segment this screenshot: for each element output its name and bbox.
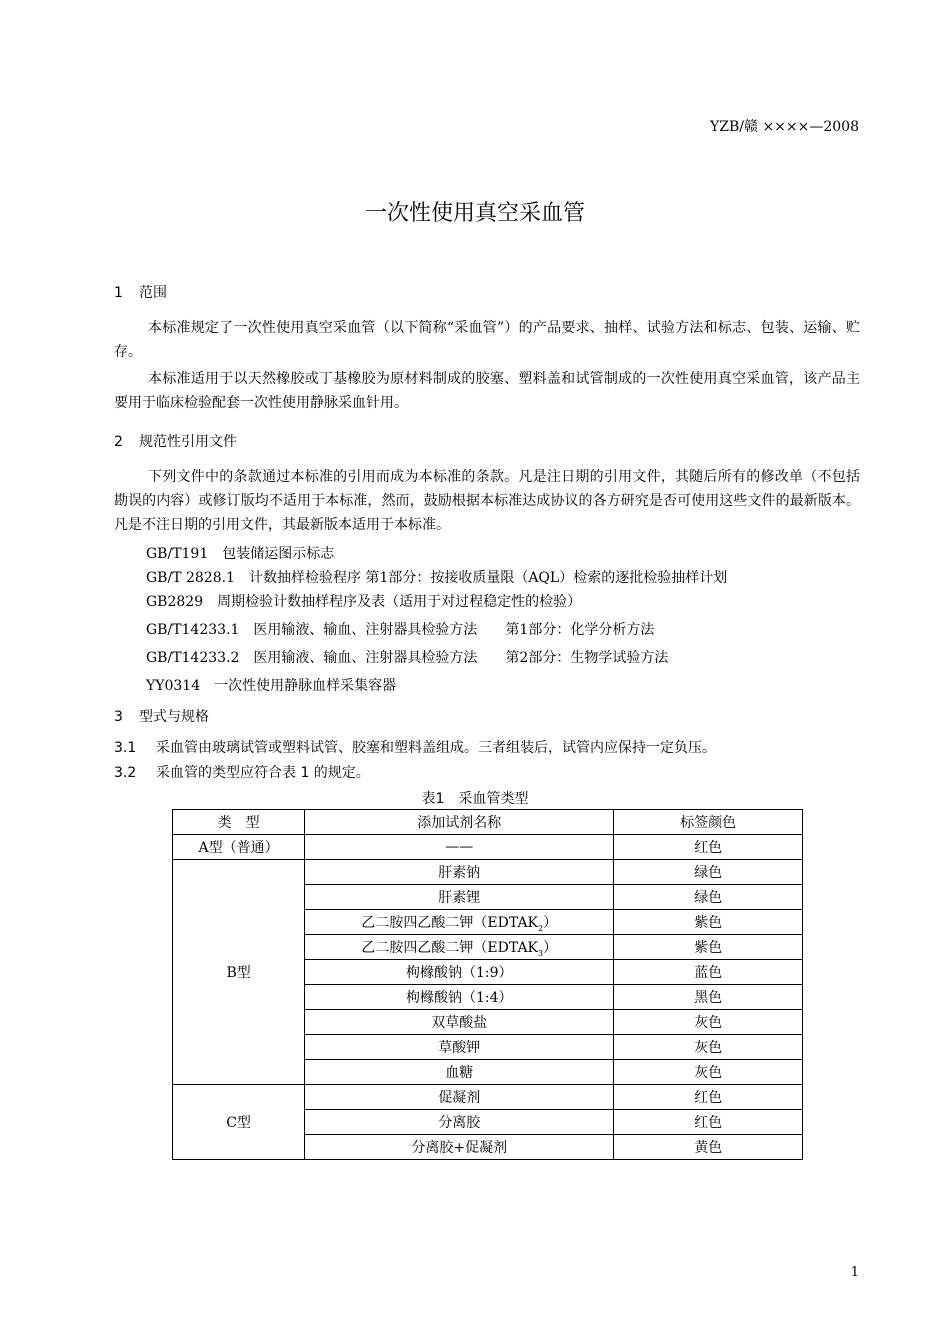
reference-item: GB/T191 包装储运图示标志 <box>146 546 335 562</box>
reagent-cell: 双草酸盐 <box>305 1010 614 1035</box>
paragraph-text: 本标准规定了一次性使用真空采血管（以下简称“采血管”）的产品要求、抽样、试验方法和标志、包装、运输、贮存。 <box>114 320 860 360</box>
reagent-text: 乙二胺四乙酸二钾（EDTAK <box>361 939 539 956</box>
color-cell: 紫色 <box>614 935 803 960</box>
reagent-text: 乙二胺四乙酸二钾（EDTAK <box>361 914 539 931</box>
clause-text: 采血管由玻璃试管或塑料试管、胶塞和塑料盖组成。三者组装后，试管内应保持一定负压。 <box>156 740 716 756</box>
reagent-close: ） <box>543 939 558 956</box>
reagent-cell <box>305 910 614 935</box>
section-title: 规范性引用文件 <box>139 434 237 450</box>
reference-item: GB/T14233.1 医用输液、输血、注射器具检验方法 第1部分：化学分析方法 <box>146 622 655 638</box>
tube-type-table <box>172 809 803 1160</box>
section-2-heading <box>114 431 237 451</box>
reagent-cell <box>305 935 614 960</box>
color-cell: 黄色 <box>614 1135 803 1160</box>
table-row <box>173 860 803 885</box>
color-cell: 红色 <box>614 1110 803 1135</box>
subscript: 3 <box>538 948 544 958</box>
document-title: 一次性使用真空采血管 <box>364 201 585 226</box>
reagent-close: ） <box>543 914 558 931</box>
table-row <box>173 1085 803 1110</box>
color-cell: 灰色 <box>614 1035 803 1060</box>
section-2-paragraph <box>114 465 860 537</box>
color-cell: 灰色 <box>614 1060 803 1085</box>
header-reagent: 添加试剂名称 <box>305 810 614 835</box>
clause-3-1 <box>114 737 716 757</box>
page-number: 1 <box>850 1265 859 1280</box>
section-title: 范围 <box>139 285 167 301</box>
color-cell: 蓝色 <box>614 960 803 985</box>
section-3-heading <box>114 706 209 726</box>
section-title: 型式与规格 <box>139 709 209 725</box>
color-cell: 灰色 <box>614 1010 803 1035</box>
color-cell: 绿色 <box>614 885 803 910</box>
document-code: YZB/赣 ××××—2008 <box>710 119 859 135</box>
section-number: 3 <box>114 709 123 725</box>
reference-item: GB/T14233.2 医用输液、输血、注射器具检验方法 第2部分：生物学试验方法 <box>146 650 669 666</box>
color-cell: 绿色 <box>614 860 803 885</box>
clause-text: 采血管的类型应符合表 1 的规定。 <box>156 765 370 781</box>
clause-number: 3.2 <box>114 765 137 781</box>
color-cell: 紫色 <box>614 910 803 935</box>
header-label-color: 标签颜色 <box>614 810 803 835</box>
reagent-cell: 促凝剂 <box>305 1085 614 1110</box>
reagent-cell: 血糖 <box>305 1060 614 1085</box>
type-cell: C型 <box>173 1085 305 1160</box>
color-cell: 黑色 <box>614 985 803 1010</box>
section-1-paragraph-2 <box>114 367 860 415</box>
reagent-cell: —— <box>305 835 614 860</box>
table-caption: 表1 采血管类型 <box>421 791 529 807</box>
reagent-cell: 分离胶 <box>305 1110 614 1135</box>
section-number: 2 <box>114 434 123 450</box>
reagent-cell: 草酸钾 <box>305 1035 614 1060</box>
color-cell: 红色 <box>614 835 803 860</box>
reference-item: GB/T 2828.1 计数抽样检验程序 第1部分：按接收质量限（AQL）检索的逐批检验抽样计划 <box>146 570 728 586</box>
section-1-heading <box>114 282 167 302</box>
table-row <box>173 835 803 860</box>
type-cell: A型（普通） <box>173 835 305 860</box>
reference-item: YY0314 一次性使用静脉血样采集容器 <box>146 678 397 694</box>
header-type: 类 型 <box>173 810 305 835</box>
paragraph-text: 下列文件中的条款通过本标准的引用而成为本标准的条款。凡是注日期的引用文件，其随后所有的修改单（不包括勘误的内容）或修订版均不适用于本标准，然而，鼓励根据本标准达成协议的各方研究是否可使用这些文件的最新版本。凡是不注日期的引用文件，其最新版本适用于本标准。 <box>114 469 860 533</box>
section-number: 1 <box>114 285 123 301</box>
color-cell: 红色 <box>614 1085 803 1110</box>
reagent-cell: 肝素钠 <box>305 860 614 885</box>
table-header-row <box>173 810 803 835</box>
reference-item: GB2829 周期检验计数抽样程序及表（适用于对过程稳定性的检验） <box>146 594 582 610</box>
clause-3-2 <box>114 762 370 782</box>
subscript: 2 <box>538 923 544 933</box>
type-cell: B型 <box>173 860 305 1085</box>
section-1-paragraph-1 <box>114 316 860 364</box>
reagent-cell: 枸橼酸钠（1:9） <box>305 960 614 985</box>
reagent-cell: 肝素锂 <box>305 885 614 910</box>
reagent-cell: 分离胶+促凝剂 <box>305 1135 614 1160</box>
reagent-cell: 枸橼酸钠（1:4） <box>305 985 614 1010</box>
clause-number: 3.1 <box>114 740 137 756</box>
paragraph-text: 本标准适用于以天然橡胶或丁基橡胶为原材料制成的胶塞、塑料盖和试管制成的一次性使用真空采血管，该产品主要用于临床检验配套一次性使用静脉采血针用。 <box>114 371 860 411</box>
